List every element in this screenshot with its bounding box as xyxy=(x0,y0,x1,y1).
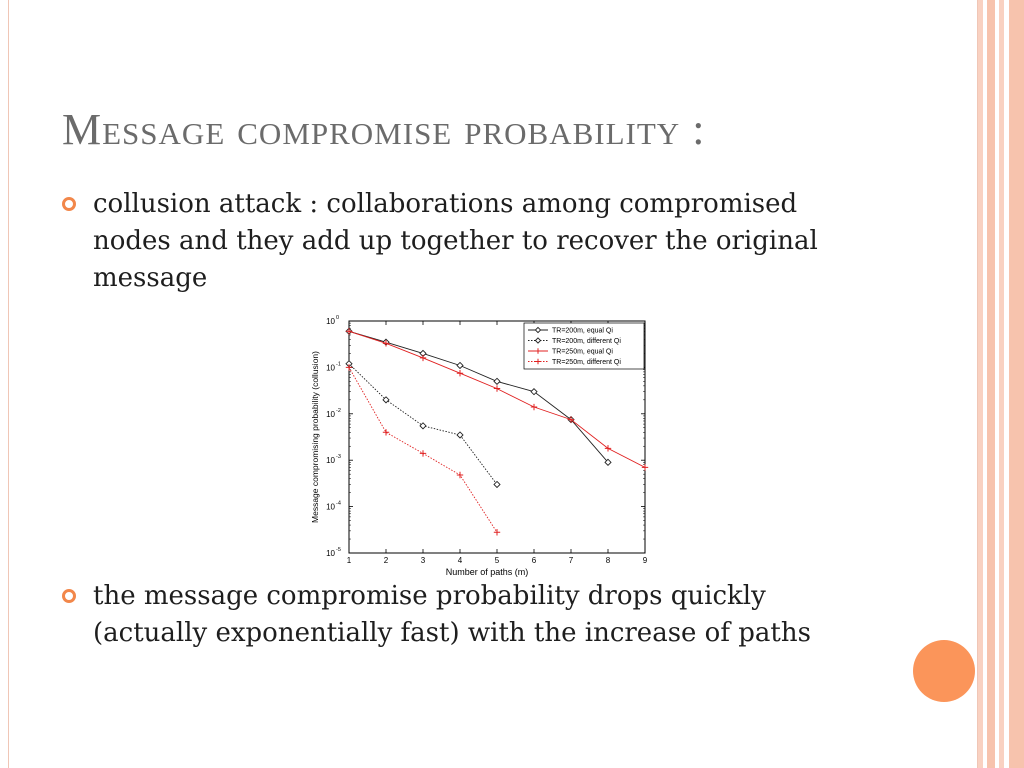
y-tick-exponent: -3 xyxy=(336,454,341,461)
chart-legend xyxy=(524,323,644,369)
x-tick-label: 2 xyxy=(383,556,389,565)
y-axis-label: Message compromising probability (collusion) xyxy=(310,351,320,523)
x-tick-label: 1 xyxy=(346,556,352,565)
y-tick-exponent: -1 xyxy=(336,361,341,368)
slide-title: Message compromise probability : xyxy=(62,105,706,154)
chart-svg xyxy=(302,308,652,583)
y-tick-label: 10 xyxy=(326,549,335,558)
y-tick-label: 10 xyxy=(326,502,335,512)
bullet-item xyxy=(62,578,852,652)
bullet-ring-icon xyxy=(62,197,76,211)
legend-label: TR=250m, equal Qi xyxy=(552,348,613,356)
y-tick-label: 10 xyxy=(326,456,335,466)
bullet-text: the message compromise probability drops quickly (actually exponentially fast) with the increase of paths xyxy=(93,581,811,648)
y-tick-exponent: 0 xyxy=(336,315,340,321)
y-tick-exponent: -5 xyxy=(336,547,341,553)
x-tick-label: 9 xyxy=(642,556,648,565)
x-tick-label: 8 xyxy=(605,556,611,565)
decorative-stripes xyxy=(978,0,1024,768)
legend-label: TR=200m, equal Qi xyxy=(552,327,613,335)
y-tick-label: 10 xyxy=(326,317,335,326)
x-tick-label: 3 xyxy=(420,556,426,565)
bullet-item xyxy=(62,186,852,297)
legend-label: TR=200m, different Qi xyxy=(552,338,621,346)
legend-label: TR=250m, different Qi xyxy=(552,359,621,367)
x-tick-label: 5 xyxy=(494,556,500,565)
chart xyxy=(302,308,652,583)
decorative-circle xyxy=(913,640,975,702)
y-tick-label: 10 xyxy=(326,409,335,419)
x-tick-label: 7 xyxy=(568,556,574,565)
bullet-ring-icon xyxy=(62,589,76,603)
y-tick-exponent: -2 xyxy=(336,407,341,414)
y-tick-exponent: -4 xyxy=(336,500,341,507)
bullet-text: collusion attack : collaborations among compromised nodes and they add up together to recover the original message xyxy=(93,189,818,293)
x-tick-label: 6 xyxy=(531,556,537,565)
x-tick-label: 4 xyxy=(457,556,463,565)
y-tick-label: 10 xyxy=(326,363,335,373)
x-axis-label: Number of paths (m) xyxy=(445,567,529,577)
